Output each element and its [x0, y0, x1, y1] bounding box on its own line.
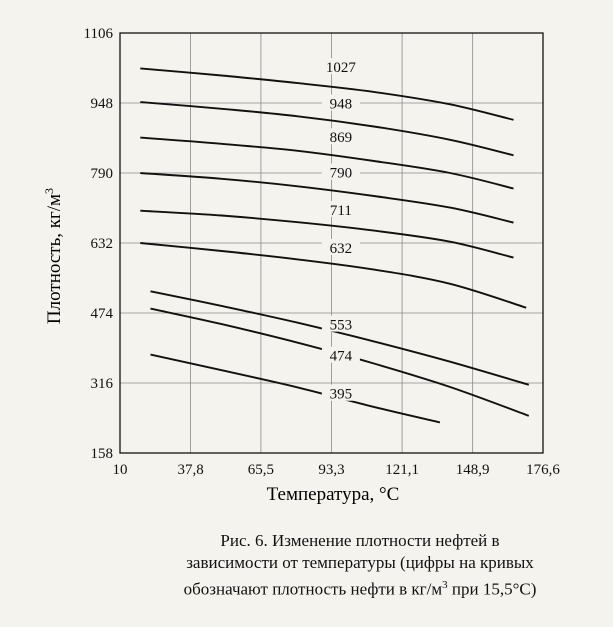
curve-label: 790	[329, 165, 353, 182]
curve-label: 474	[329, 348, 353, 365]
caption-line-3-b: при 15,5°C)	[447, 579, 537, 599]
x-axis-label: Температура, °C	[266, 484, 400, 505]
x-tick-label: 93,3	[318, 462, 345, 478]
caption-line-1: Рис. 6. Изменение плотности нефтей в	[220, 531, 500, 550]
y-axis-label	[42, 188, 65, 324]
series-line-869	[140, 138, 513, 189]
x-tick-label: 176,6	[526, 462, 560, 478]
y-tick-label: 632	[90, 236, 113, 252]
figure-caption	[150, 530, 570, 601]
y-tick-label: 1106	[83, 26, 113, 42]
y-tick-label: 790	[90, 166, 113, 182]
caption-line-3	[150, 574, 570, 601]
y-tick-label: 948	[90, 96, 113, 112]
curve-label: 711	[329, 202, 352, 219]
x-tick-label: 121,1	[385, 462, 419, 478]
y-tick-label: 158	[90, 446, 113, 462]
caption-line-3-sup: 3	[442, 579, 448, 591]
x-tick-label: 148,9	[455, 462, 490, 478]
caption-line-3-a: обозначают плотность нефти в кг/м	[183, 579, 443, 599]
x-tick-label: 37,8	[177, 462, 204, 478]
series-line-395	[151, 355, 440, 423]
series-line-553	[151, 291, 529, 385]
x-tick-labels	[113, 462, 561, 478]
curve-labels	[322, 58, 360, 403]
curve-label: 553	[329, 317, 353, 334]
curve-label: 948	[329, 96, 353, 113]
y-tick-label: 316	[90, 376, 113, 392]
x-tick-label: 65,5	[247, 462, 275, 478]
curve-label: 1027	[325, 60, 356, 77]
x-tick-label: 10	[112, 462, 128, 478]
curve-label: 869	[329, 130, 353, 147]
y-axis-label-sup: 3	[42, 187, 56, 194]
caption-line-2: зависимости от температуры (цифры на кривых	[186, 553, 534, 572]
y-tick-labels	[84, 26, 114, 462]
curve-label: 395	[329, 386, 353, 403]
y-tick-label: 474	[90, 306, 113, 322]
y-axis-label-text: Плотность, кг/м	[44, 193, 65, 325]
curve-label: 632	[329, 240, 353, 257]
